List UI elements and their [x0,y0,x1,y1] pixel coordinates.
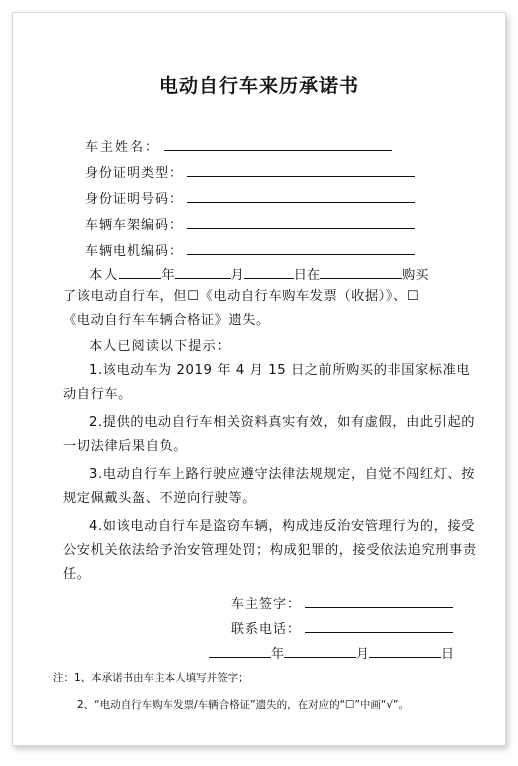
notice-heading [89,339,231,355]
notice-item-2 [63,411,483,459]
document-page [12,12,506,746]
notice-item-4 [63,515,483,587]
note-1: 注：1、本承诺书由车主本人填写并签字； [53,672,249,684]
lost-documents-text: 了该电动自行车，但☐《电动自行车购车发票（收据）》、☐ [63,289,420,304]
notice-item-2-text: 2.提供的电动自行车相关资料真实有效，如有虚假，由此引起的一切法律后果自负。 [63,415,476,454]
frame-number-field [85,215,415,234]
sign-month-blank[interactable] [284,644,356,658]
owner-signature-blank[interactable] [305,594,453,608]
sign-day-label: 日 [441,647,455,662]
id-type-field [85,163,415,182]
day-at-label: 日在 [293,268,321,283]
motor-number-field [85,241,415,260]
note-2: 2、“电动自行车购车发票/车辆合格证”遗失的，在对应的“☐”中画“√”。 [77,699,409,711]
owner-signature-field [231,593,453,612]
month-label: 月 [230,268,244,283]
sign-day-blank[interactable] [369,644,441,658]
lost-certificate-line [63,313,270,329]
id-number-field [85,189,415,208]
year-label: 年 [161,268,175,283]
purchase-place-blank[interactable] [320,265,402,279]
id-type-blank[interactable] [187,163,415,177]
sign-year-blank[interactable] [209,644,271,658]
frame-number-blank[interactable] [187,215,415,229]
notice-item-3 [63,463,483,511]
phone-blank[interactable] [305,619,453,633]
motor-number-label: 车辆电机编码： [85,244,184,259]
frame-number-label: 车辆车架编码： [85,218,184,233]
notice-item-4-text: 4.如该电动自行车是盗窃车辆，构成违反治安管理行为的，接受公安机关依法给予治安管理处罚；构成犯罪的，接受依法追究刑事责任。 [63,519,477,582]
owner-name-label: 车主姓名： [85,140,161,155]
owner-name-field [85,137,392,156]
id-type-label: 身份证明类型： [85,166,184,181]
purchase-month-blank[interactable] [175,265,231,279]
purchase-date-line [89,265,429,284]
notice-item-1-text: 1.该电动车为 2019 年 4 月 15 日之前所购买的非国家标准电动自行车。 [63,363,471,402]
notice-item-3-text: 3.电动自行车上路行驶应遵守法律法规规定，自觉不闯红灯、按规定佩戴头盔、不逆向行驶等。 [63,467,476,506]
purchase-day-blank[interactable] [244,265,294,279]
owner-name-blank[interactable] [164,137,392,151]
sign-year-label: 年 [271,647,285,662]
bought-label: 购买 [402,268,429,283]
phone-field [231,618,453,637]
phone-label: 联系电话： [231,622,302,637]
purchase-year-blank[interactable] [119,265,161,279]
id-number-label: 身份证明号码： [85,192,184,207]
motor-number-blank[interactable] [187,241,415,255]
sign-date-field [209,643,454,662]
lost-certificate-text: 《电动自行车车辆合格证》遗失。 [63,313,270,328]
document-title: 电动自行车来历承诺书 [158,75,359,97]
owner-signature-label: 车主签字： [231,597,302,612]
notice-heading-text: 本人已阅读以下提示： [89,339,231,354]
statement-start: 本人 [89,268,120,283]
sign-month-label: 月 [356,647,370,662]
notice-item-1 [63,359,483,407]
lost-documents-line [63,289,419,305]
id-number-blank[interactable] [187,189,415,203]
